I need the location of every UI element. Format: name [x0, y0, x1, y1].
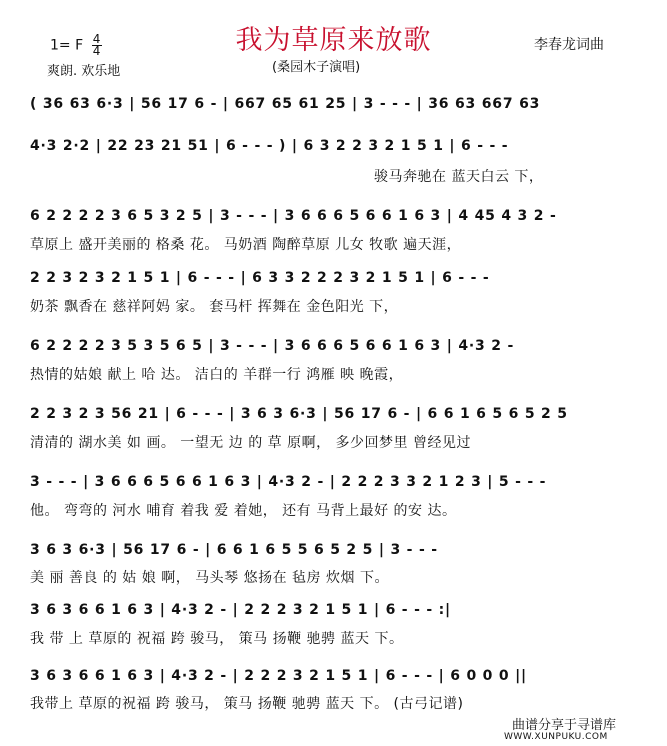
score-row-4-notes: 2 2 3 2 3 2 1 5 1 | 6 - - - | 6 3 3 2 2 2 3 2 1 5 1 | 6 - - -	[30, 270, 490, 286]
score-row-6-notes: 2 2 3 2 3 56 21 | 6 - - - | 3 6 3 6·3 | 56 17 6 - | 6 6 1 6 5 6 5 2 5	[30, 406, 568, 422]
score-row-1-notes: ( 36 63 6·3 | 56 17 6 - | 667 65 61 25 | 3 - - - | 36 63 667 63	[30, 96, 541, 112]
song-title: 我为草原来放歌	[235, 25, 432, 56]
score-row-8-lyrics: 美 丽 善良 的 姑 娘 啊， 马头琴 悠扬在 毡房 炊烟 下。	[30, 570, 389, 586]
score-row-2-notes: 4·3 2·2 | 22 23 21 51 | 6 - - - ) | 6 3 2 2 3 2 1 5 1 | 6 - - -	[30, 138, 509, 154]
score-row-10-lyrics: 我带上 草原的祝福 跨 骏马， 策马 扬鞭 驰骋 蓝天 下。 (古弓记谱)	[30, 696, 464, 712]
score-row-3-lyrics: 草原上 盛开美丽的 格桑 花。 马奶酒 陶醉草原 儿女 牧歌 遍天涯，	[30, 237, 462, 253]
score-row-2-lyrics: 骏马奔驰在 蓝天白云 下，	[374, 169, 544, 185]
singer-credit: (桑园木子演唱)	[272, 60, 361, 75]
time-signature-top: 4	[92, 32, 101, 46]
time-signature	[92, 34, 102, 57]
key-signature	[50, 34, 102, 57]
score-row-5-notes: 6 2 2 2 2 3 5 3 5 6 5 | 3 - - - | 3 6 6 6 5 6 6 1 6 3 | 4·3 2 -	[30, 338, 515, 354]
footer-site-name: 曲谱分享于寻谱库	[512, 718, 617, 733]
score-row-7-lyrics: 他。 弯弯的 河水 哺育 着我 爱 着她， 还有 马背上最好 的安 达。	[30, 503, 457, 519]
score-row-8-notes: 3 6 3 6·3 | 56 17 6 - | 6 6 1 6 5 5 6 5 2 5 | 3 - - -	[30, 542, 438, 558]
composer-credit: 李春龙词曲	[534, 37, 604, 53]
score-row-9-notes: 3 6 3 6 6 1 6 3 | 4·3 2 - | 2 2 2 3 2 1 5 1 | 6 - - - :|	[30, 602, 451, 618]
score-row-5-lyrics: 热情的姑娘 献上 哈 达。 洁白的 羊群一行 鸿雁 映 晚霞，	[30, 367, 404, 383]
footer-site-url: WWW.XUNPUKU.COM	[504, 732, 608, 742]
score-row-9-lyrics: 我 带 上 草原的 祝福 跨 骏马， 策马 扬鞭 驰骋 蓝天 下。	[30, 631, 404, 647]
score-row-4-lyrics: 奶茶 飘香在 慈祥阿妈 家。 套马杆 挥舞在 金色阳光 下，	[30, 299, 399, 315]
key-label: 1= F	[50, 37, 84, 54]
tempo-marking: 爽朗. 欢乐地	[47, 64, 121, 79]
score-row-10-notes: 3 6 3 6 6 1 6 3 | 4·3 2 - | 2 2 2 3 2 1 5 1 | 6 - - - | 6 0 0 0 ||	[30, 668, 527, 684]
time-signature-bottom: 4	[92, 44, 101, 58]
score-row-3-notes: 6 2 2 2 2 3 6 5 3 2 5 | 3 - - - | 3 6 6 6 5 6 6 1 6 3 | 4 45 4 3 2 -	[30, 208, 557, 224]
score-row-6-lyrics: 清清的 湖水美 如 画。 一望无 边 的 草 原啊， 多少回梦里 曾经见过	[30, 435, 472, 451]
score-row-7-notes: 3 - - - | 3 6 6 6 5 6 6 1 6 3 | 4·3 2 - | 2 2 2 3 3 2 1 2 3 | 5 - - -	[30, 474, 547, 490]
